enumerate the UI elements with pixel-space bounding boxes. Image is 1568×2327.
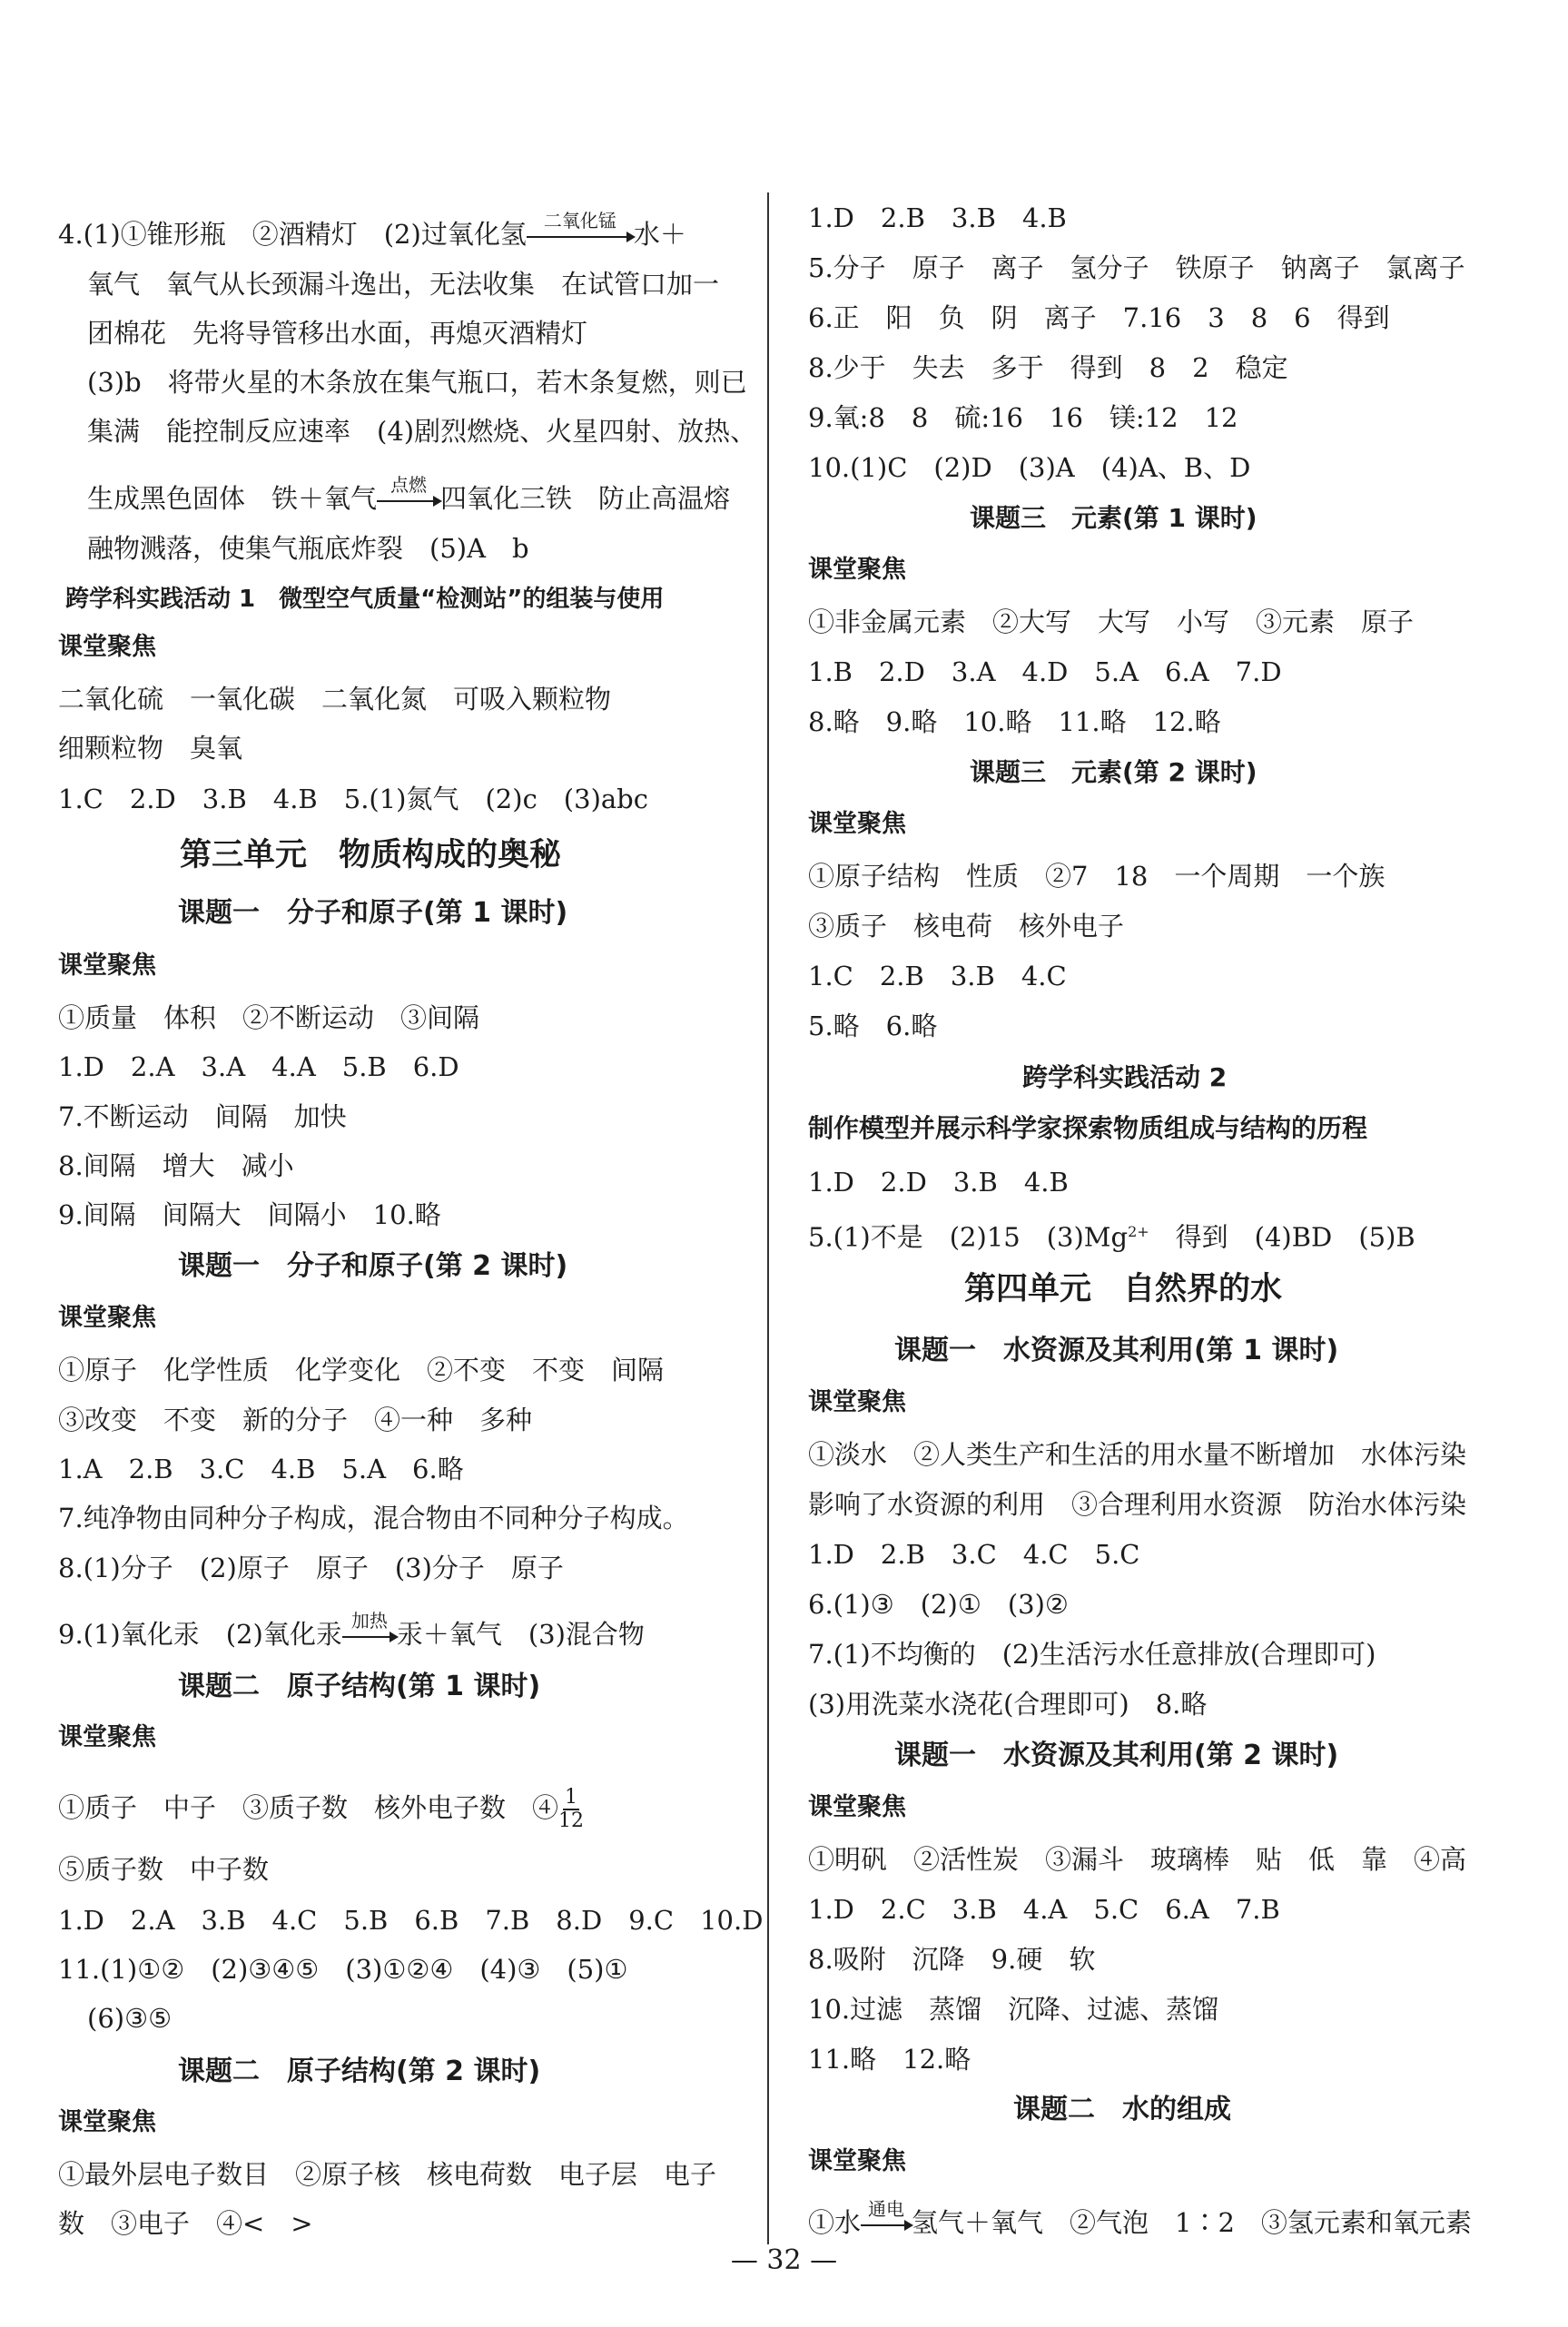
lesson-title: 课题二 原子结构(第 1 课时) [178,1671,541,1702]
fraction [558,1787,584,1832]
text: ①水 [808,2207,862,2238]
answer-line: 9.间隔 间隔大 间隔小 10.略 [58,1199,441,1230]
answer-line: 二氧化硫 一氧化碳 二氧化氮 可吸入颗粒物 [58,684,612,715]
answer-line: 1.D 2.C 3.B 4.A 5.C 6.A 7.B [808,1894,1280,1925]
text: 9.(1)氧化汞 (2)氧化汞 [58,1619,342,1650]
lesson-title: 课题二 原子结构(第 2 课时) [178,2056,541,2087]
answer-line: (3)用洗菜水浇花(合理即可) 8.略 [808,1689,1208,1720]
lesson-title: 课题一 水资源及其利用(第 2 课时) [894,1740,1339,1771]
text: 四氧化三铁 防止高温熔 [440,483,731,514]
answer-line: 1.D 2.B 3.C 4.C 5.C [808,1539,1140,1570]
section-label: 课堂聚焦 [808,556,906,584]
text: 生成黑色固体 铁＋氧气 [87,483,378,514]
answer-line: 10.(1)C (2)D (3)A (4)A、B、D [808,452,1251,483]
text: 4.(1)①锥形瓶 ②酒精灯 (2)过氧化氢 [58,219,527,250]
answer-line: 1.B 2.D 3.A 4.D 5.A 6.A 7.D [808,656,1282,687]
reaction-condition: 点燃 [390,474,428,496]
lesson-title: 课题三 元素(第 1 课时) [970,503,1257,533]
answer-line [58,1787,584,1832]
unit-title: 第三单元 物质构成的奥秘 [180,837,562,873]
answer-line: 1.D 2.A 3.A 4.A 5.B 6.D [58,1051,459,1082]
numerator: 1 [565,1786,578,1809]
page-number: — 32 — [730,2244,838,2276]
answer-line [58,1610,645,1652]
answer-line: 1.C 2.B 3.B 4.C [808,961,1067,991]
answer-line: 8.吸附 沉降 9.硬 软 [808,1944,1096,1975]
lesson-title: 课题二 水的组成 [1013,2094,1231,2125]
answer-line: 1.D 2.D 3.B 4.B [808,1167,1069,1198]
answer-line: 8.(1)分子 (2)原子 原子 (3)分子 原子 [58,1553,564,1583]
answer-line: 8.间隔 增大 减小 [58,1150,294,1181]
answer-line [808,2198,1472,2241]
text: 得到 (4)BD (5)B [1149,1221,1415,1253]
answer-line: 影响了水资源的利用 ③合理利用水资源 防治水体污染 [808,1489,1467,1520]
column-divider [767,192,769,2244]
text: 汞＋氧气 (3)混合物 [396,1619,645,1650]
unit-title: 第四单元 自然界的水 [964,1271,1283,1307]
answer-line: 团棉花 先将导管移出水面，再熄灭酒精灯 [87,318,588,349]
reaction-condition: 加热 [350,1610,388,1632]
denominator: 12 [558,1809,585,1832]
reaction-arrow [377,474,440,502]
answer-line [87,474,731,517]
answer-line: ①明矾 ②活性炭 ③漏斗 玻璃棒 贴 低 靠 ④高 [808,1844,1467,1875]
section-label: 课堂聚焦 [808,2147,906,2175]
text: ①质子 中子 ③质子数 核外电子数 ④ [58,1792,559,1823]
section-label: 课堂聚焦 [58,2108,156,2136]
section-label: 课堂聚焦 [58,952,156,980]
section-label: 课堂聚焦 [58,633,156,661]
answer-line: ①质量 体积 ②不断运动 ③间隔 [58,1002,480,1033]
answer-line: 集满 能控制反应速率 (4)剧烈燃烧、火星四射、放热、 [87,416,757,447]
answer-line: 7.(1)不均衡的 (2)生活污水任意排放(合理即可) [808,1639,1376,1670]
section-label: 课堂聚焦 [58,1723,156,1751]
answer-line: ③质子 核电荷 核外电子 [808,911,1125,942]
lesson-title: 课题一 分子和原子(第 1 课时) [178,897,568,929]
charge-superscript: 2+ [1128,1223,1149,1240]
answer-line: 11.略 12.略 [808,2044,971,2075]
answer-line: 1.D 2.A 3.B 4.C 5.B 6.B 7.B 8.D 9.C 10.D [58,1905,764,1936]
answer-line: 8.略 9.略 10.略 11.略 12.略 [808,706,1221,737]
lesson-title: 课题一 分子和原子(第 2 课时) [178,1250,568,1282]
answer-line: 10.过滤 蒸馏 沉降、过滤、蒸馏 [808,1994,1219,2025]
activity-title: 跨学科实践活动 1 微型空气质量“检测站”的组装与使用 [65,586,665,613]
answer-line: ③改变 不变 新的分子 ④一种 多种 [58,1405,533,1435]
reaction-arrow [527,210,634,238]
answer-line: 6.(1)③ (2)① (3)② [808,1589,1069,1620]
section-label: 课堂聚焦 [808,810,906,838]
answer-line: 5.分子 原子 离子 氢分子 铁原子 钠离子 氯离子 [808,252,1465,283]
reaction-condition: 通电 [868,2198,905,2220]
lesson-title: 课题三 元素(第 2 课时) [970,757,1257,787]
reaction-arrow [342,1610,397,1638]
section-label: 课堂聚焦 [808,1388,906,1416]
text: 5.(1)不是 (2)15 (3)Mg [808,1221,1129,1253]
text: 氢气＋氧气 ②气泡 1∶2 ③氢元素和氧元素 [912,2207,1472,2238]
answer-line: 细颗粒物 臭氧 [58,733,243,764]
answer-line: 7.纯净物由同种分子构成，混合物由不同种分子构成。 [58,1503,689,1533]
text: 水＋ [633,219,686,250]
answer-line: 11.(1)①② (2)③④⑤ (3)①②④ (4)③ (5)① [58,1954,628,1985]
answer-line: ①淡水 ②人类生产和生活的用水量不断增加 水体污染 [808,1439,1467,1470]
answer-line: ⑤质子数 中子数 [58,1854,270,1885]
answer-line: 9.氧:8 8 硫:16 16 镁:12 12 [808,402,1238,433]
answer-line: 数 ③电子 ④< > [58,2208,313,2239]
answer-line: 7.不断运动 间隔 加快 [58,1101,347,1132]
answer-line: ①原子结构 性质 ②7 18 一个周期 一个族 [808,861,1386,892]
reaction-condition: 二氧化锰 [543,210,616,232]
answer-line: 1.C 2.D 3.B 4.B 5.(1)氮气 (2)c (3)abc [58,784,648,814]
answer-line: 6.正 阳 负 阴 离子 7.16 3 8 6 得到 [808,302,1390,333]
answer-line: (6)③⑤ [87,2003,173,2034]
answer-line: (3)b 将带火星的木条放在集气瓶口，若木条复燃，则已 [87,367,747,398]
answer-line: 1.A 2.B 3.C 4.B 5.A 6.略 [58,1454,464,1484]
reaction-arrow [861,2198,912,2226]
answer-line: ①原子 化学性质 化学变化 ②不变 不变 间隔 [58,1355,665,1385]
activity-title: 跨学科实践活动 2 [1022,1062,1228,1092]
section-label: 课堂聚焦 [58,1304,156,1332]
answer-line [58,210,686,252]
answer-line: 5.略 6.略 [808,1011,938,1041]
answer-line: ①最外层电子数目 ②原子核 核电荷数 电子层 电子 [58,2159,717,2190]
answer-line: ①非金属元素 ②大写 大写 小写 ③元素 原子 [808,606,1415,637]
answer-line [808,1214,1415,1256]
answer-line: 氧气 氧气从长颈漏斗逸出，无法收集 在试管口加一 [87,269,720,300]
answer-line: 8.少于 失去 多于 得到 8 2 稳定 [808,352,1288,383]
lesson-title: 课题一 水资源及其利用(第 1 课时) [894,1335,1339,1366]
activity-subtitle: 制作模型并展示科学家探索物质组成与结构的历程 [808,1113,1368,1143]
answer-line: 融物溅落，使集气瓶底炸裂 (5)A b [87,533,529,564]
answer-line: 1.D 2.B 3.B 4.B [808,202,1067,233]
section-label: 课堂聚焦 [808,1793,906,1821]
